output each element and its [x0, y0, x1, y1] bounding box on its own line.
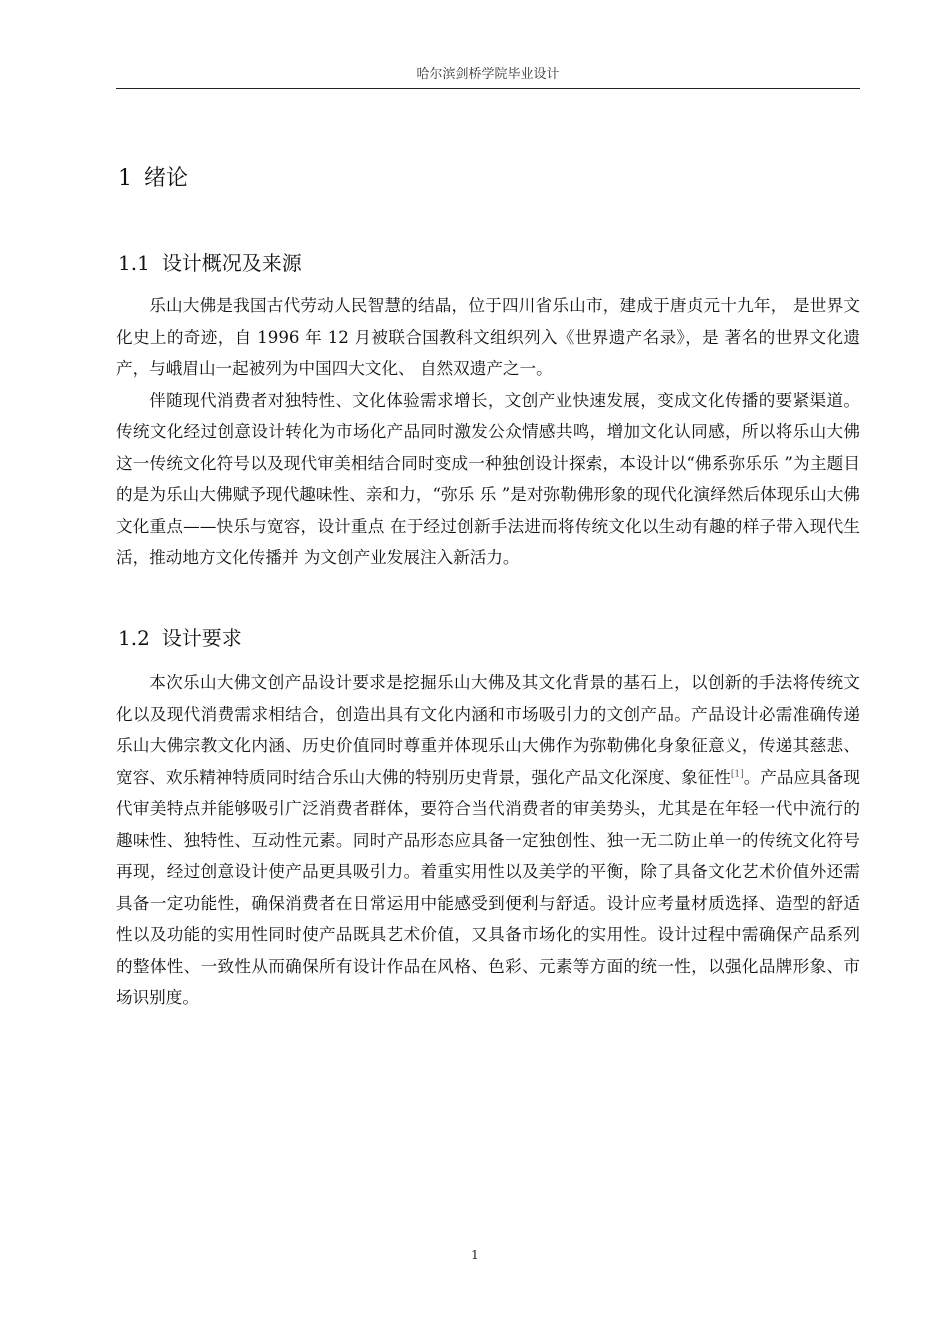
section-body-1-2	[116, 667, 860, 1014]
paragraph: 乐山大佛是我国古代劳动人民智慧的结晶，位于四川省乐山市，建成于唐贞元十九年， 是世界文化史上的奇迹，自 1996 年 12 月被联合国教科文组织列入《世界遗产名录》，是 著名的世界文化遗产，与峨眉山一起被列为中国四大文化、 自然双遗产之一。	[116, 296, 860, 378]
section-title-1-2: 设计要求	[161, 626, 242, 650]
header-title: 哈尔滨剑桥学院毕业设计	[416, 67, 560, 82]
paragraph: 伴随现代消费者对独特性、文化体验需求增长，文创产业快速发展，变成文化传播的要紧渠道。传统文化经过创意设计转化为市场化产品同时激发公众情感共鸣，增加文化认同感，所以将乐山大佛这一传统文化符号以及现代审美相结合同时变成一种独创设计探索，本设计以“佛系弥乐乐 ”为主题目的是为乐山大佛赋予现代趣味性、亲和力，“弥乐 乐 ”是对弥勒佛形象的现代化演绎然后体现乐山大佛文化重点——快乐与宽容，设计重点 在于经过创新手法进而将传统文化以生动有趣的样子带入现代生活，推动地方文化传播并 为文创产业发展注入新活力。	[116, 390, 860, 567]
section-number-1-2: 1.2	[118, 626, 150, 650]
section-body-1-1	[116, 290, 860, 574]
citation-marker[interactable]: [1]	[730, 768, 744, 779]
chapter-title: 绪论	[144, 166, 189, 191]
paragraph-text-continued: 。产品应具备现代审美特点并能够吸引广泛消费者群体，要符合当代消费者的审美势头，尤其是在年轻一代中流行的趣味性、独特性、互动性元素。同时产品形态应具备一定独创性、独一无二防止单一的传统文化符号再现，经过创意设计使产品更具吸引力。着重实用性以及美学的平衡，除了具备文化艺术价值外还需具备一定功能性，确保消费者在日常运用中能感受到便利与舒适。设计应考量材质选择、造型的舒适性以及功能的实用性同时使产品既具艺术价值，又具备市场化的实用性。设计过程中需确保产品系列的整体性、一致性从而确保所有设计作品在风格、色彩、元素等方面的统一性，以强化品牌形象、市场识别度。	[116, 767, 861, 1007]
chapter-heading	[118, 163, 188, 195]
section-title-1-1: 设计概况及来源	[161, 251, 302, 275]
chapter-number: 1	[118, 166, 132, 191]
section-heading-1-2	[118, 623, 242, 653]
page-header	[116, 64, 860, 89]
paragraph	[116, 667, 860, 1014]
page-number: 1	[471, 1248, 479, 1262]
section-number-1-1: 1.1	[118, 251, 150, 275]
paragraph-text: 本次乐山大佛文创产品设计要求是挖掘乐山大佛及其文化背景的基石上，以创新的手法将传统文化以及现代消费需求相结合，创造出具有文化内涵和市场吸引力的文创产品。产品设计必需准确传递乐山大佛宗教文化内涵、历史价值同时尊重并体现乐山大佛作为弥勒佛化身象征意义，传递其慈悲、宽容、欢乐精神特质同时结合乐山大佛的特别历史背景，强化产品文化深度、象征性	[116, 673, 860, 787]
section-heading-1-1	[118, 248, 302, 278]
